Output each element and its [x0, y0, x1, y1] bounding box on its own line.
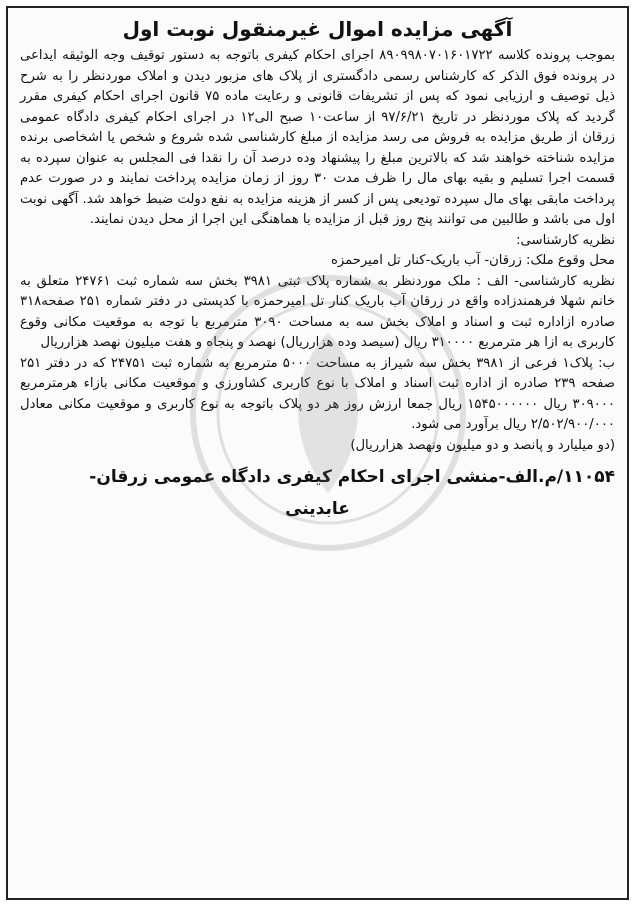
notice-paragraph-2: نظریه کارشناسی- الف : ملک موردنظر به شماره پلاک ثبتی ۳۹۸۱ بخش سه شماره ثبت ۲۴۷۶۱ متعلق به خانم شهلا فرهمندزاده واقع در زرقان آب باریک کنار تل امیرحمزه با کدپستی در دفتر شماره ۲۵۱ صفحه۳۱۸ صادره ازاداره ثبت و اسناد و املاک بخش سه به مساحت ۳۰۹۰ مترمربع با توجه به موقعیت مکانی وقوع کاربری به ازا هر مترمربع ۳۱۰۰۰۰ ریال (سیصد وده هزارریال) نهصد و پنجاه و هفت میلیون نهصد هزارریال — [20, 273, 615, 350]
notice-paragraph-3: ب: پلاک۱ فرعی از ۳۹۸۱ بخش سه شیراز به مساحت ۵۰۰۰ مترمربع به شماره ثبت ۲۴۷۵۱ که در دفتر ۲۵۱ صفحه ۲۳۹ صادره از اداره ثبت اسناد و املاک با نوع کاربری کشاورزی و موقعیت مکانی بازاء هرمترمربع ۳۰۹۰۰۰ ریال ۱۵۴۵۰۰۰۰۰۰ ریال جمعا ارزش روز هر دو پلاک باتوجه به نوع کاربری و موقعیت مکانی معادل ۲/۵۰۲/۹۰۰/۰۰۰ ریال برآورد می شود. — [20, 355, 615, 432]
notice-paragraph-1: بموجب پرونده کلاسه ۸۹۰۹۹۸۰۷۰۱۶۰۱۷۲۲ اجرای احکام کیفری باتوجه به دستور توقیف وجه الوثیقه ایداعی در پرونده فوق الذکر که کارشناس رسمی دادگستری از پلاک های مزبور دیدن و املاک موردنظر را به شرح ذیل توصیف و ارزیابی نمود که پس از تشریفات قانونی و رعایت ماده ۷۵ قانون اجرای احکام کیفری مقرر گردید که پلاک موردنظر در تاریخ ۹۷/۶/۲۱ از ساعت۱۰ صبح الی۱۲ در اجرای احکام کیفری دادگاه عمومی زرقان از طریق مزایده به فروش می رسد مزایده از مبلغ کارشناسی شده شروع و شخص یا اشخاصی برنده مزایده شناخته خواهند شد که بالاترین مبلغ را پیشنهاد وده درصد آن را نقدا فی المجلس به عنوان سپرده به قسمت اجرا تسلیم و بقیه بهای مال را ظرف مدت ۳۰ روز از زمان مزایده پرداخت نمایند و در صورت عدم پرداخت مابقی بهای مال سپرده تودیعی پس از کسر از هزینه مزایده به نفع دولت ضبط خواهد شد. آگهی نوبت اول می باشد و طالبین می توانند پنج روز قبل از مزایده با هماهنگی این اجرا از محل دیدن نمایند. — [20, 48, 616, 227]
total-amount-words: (دو میلیارد و پانصد و دو میلیون ونهصد هزارریال) — [350, 437, 615, 453]
notice-title: آگهی مزایده اموال غیرمنقول نوبت اول — [122, 17, 513, 41]
notice-signature-line: ۱۱۰۵۴/م.الف-منشی اجرای احکام کیفری دادگاه عمومی زرقان- — [89, 467, 615, 487]
property-location: محل وقوع ملک: زرقان- آب باریک-کنار تل امیرحمزه — [330, 253, 615, 268]
expert-heading: نظریه کارشناسی: — [516, 232, 615, 248]
auction-notice — [6, 6, 629, 900]
notice-signature-name: عابدینی — [285, 499, 350, 519]
